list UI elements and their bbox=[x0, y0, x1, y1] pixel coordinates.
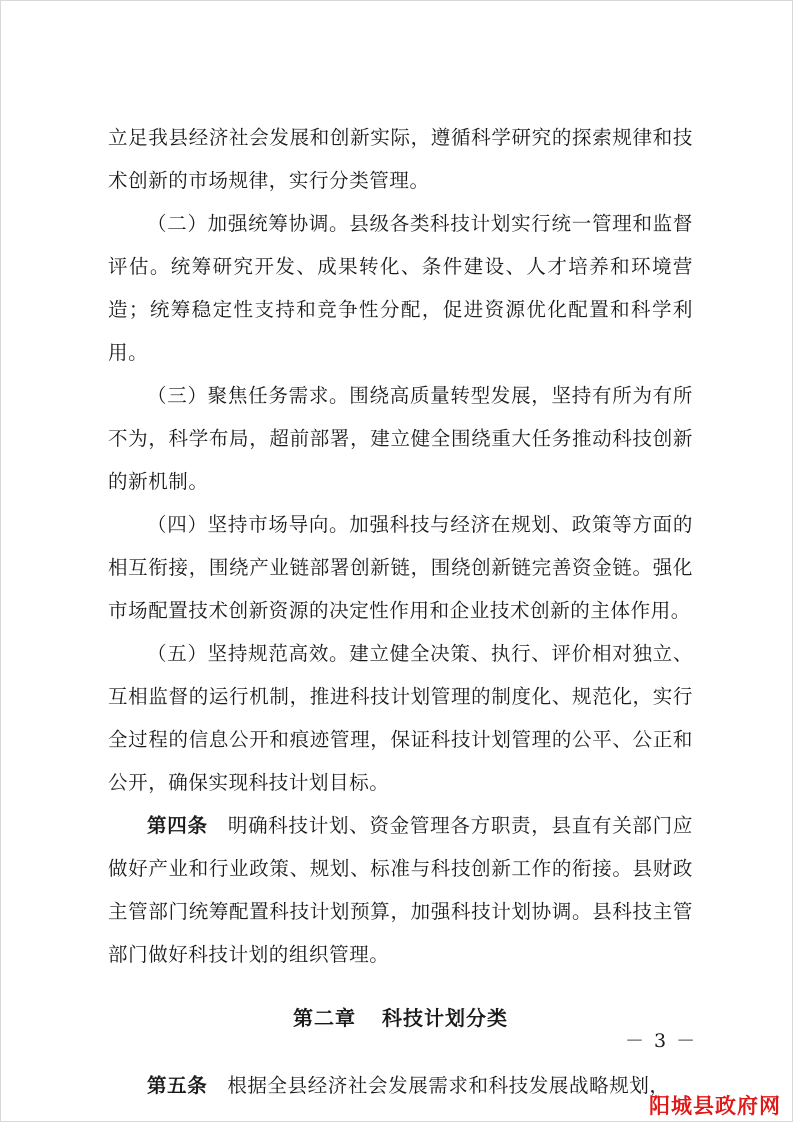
paragraph-task-focus: （三）聚焦任务需求。围绕高质量转型发展，坚持有所为有所不为，科学布局，超前部署，建立健全围绕重大任务推动科技创新的新机制。 bbox=[108, 384, 693, 493]
paragraph-continuation: 立足我县经济社会发展和创新实际，遵循科学研究的探索规律和技术创新的市场规律，实行分类管理。 bbox=[108, 126, 693, 192]
paragraph-standardization: （五）坚持规范高效。建立健全决策、执行、评价相对独立、互相监督的运行机制，推进科技计划管理的制度化、规范化，实行全过程的信息公开和痕迹管理，保证科技计划管理的公平、公正和公开，确保实现科技计划目标。 bbox=[108, 642, 693, 794]
chapter-number: 第二章 bbox=[293, 1006, 356, 1030]
article-5-label: 第五条 bbox=[147, 1074, 208, 1097]
article-5 bbox=[108, 1064, 693, 1107]
chapter-title: 科技计划分类 bbox=[382, 1006, 508, 1030]
chapter-heading bbox=[108, 997, 693, 1040]
paragraph-coordination: （二）加强统筹协调。县级各类科技计划实行统一管理和监督评估。统筹研究开发、成果转化、条件建设、人才培养和环境营造；统筹稳定性支持和竞争性分配，促进资源优化配置和科学利用。 bbox=[108, 212, 693, 364]
article-4-label: 第四条 bbox=[147, 814, 208, 837]
paragraph-market-orientation: （四）坚持市场导向。加强科技与经济在规划、政策等方面的相互衔接，围绕产业链部署创新链，围绕创新链完善资金链。强化市场配置技术创新资源的决定性作用和企业技术创新的主体作用。 bbox=[108, 513, 693, 622]
article-4 bbox=[108, 804, 693, 976]
article-5-text: 根据全县经济社会发展需求和科技发展战略规划， bbox=[227, 1074, 670, 1097]
article-4-text: 明确科技计划、资金管理各方职责，县直有关部门应做好产业和行业政策、规划、标准与科技创新工作的衔接。县财政主管部门统筹配置科技计划预算，加强科技计划协调。县科技主管部门做好科技计划的组织管理。 bbox=[108, 814, 693, 966]
site-watermark: 阳城县政府网 bbox=[649, 1094, 781, 1118]
document-body bbox=[108, 116, 693, 1107]
page-number: － 3 － bbox=[625, 1030, 698, 1052]
